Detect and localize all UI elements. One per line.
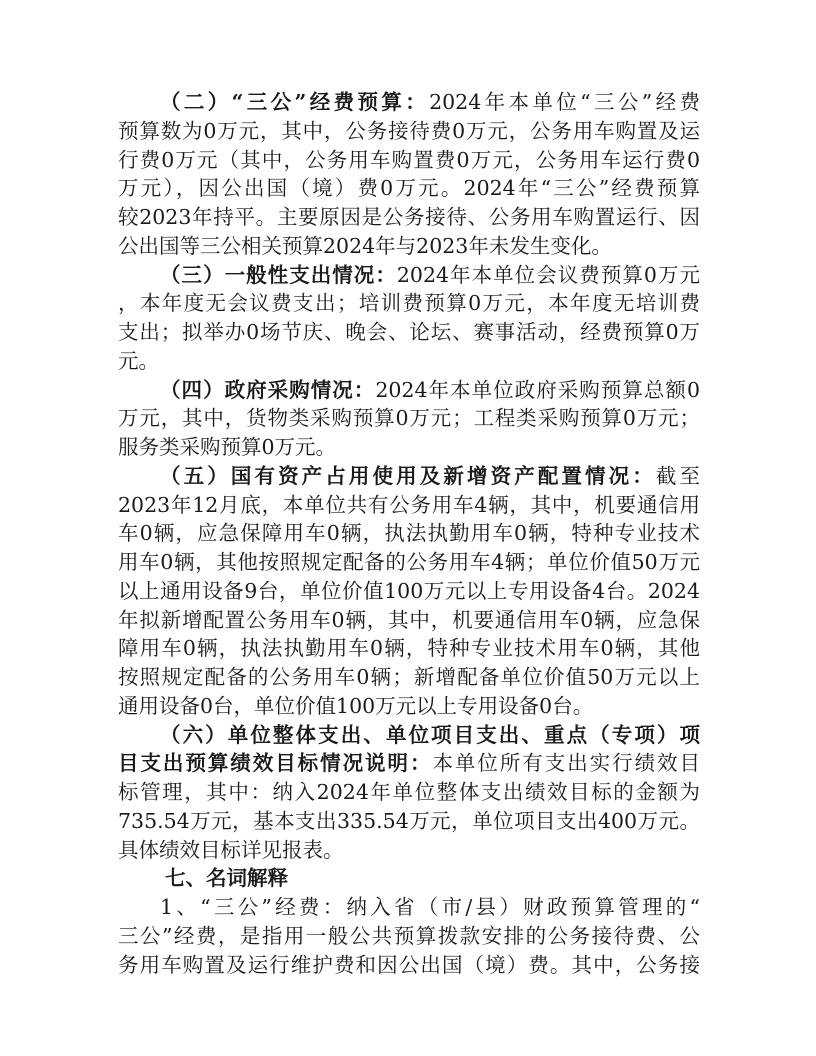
text-line	[118, 577, 700, 606]
text-line	[118, 232, 700, 261]
bold-subheading: 目支出预算绩效目标情况说明：	[118, 751, 433, 776]
body-text: 三公”经费，是指用一般公共预算拨款安排的公务接待费、公	[118, 923, 700, 948]
body-text: 2023年12月底，本单位共有公务用车4辆，其中，机要通信用	[118, 492, 700, 517]
text-line	[118, 778, 700, 807]
text-line	[118, 721, 700, 750]
text-line	[118, 261, 700, 290]
text-line	[118, 692, 700, 721]
body-text: 元。	[118, 348, 159, 373]
body-text: 2024年本单位会议费预算0万元	[396, 262, 700, 287]
text-line	[118, 203, 700, 232]
text-line	[118, 548, 700, 577]
body-text: 预算数为0万元，其中，公务接待费0万元，公务用车购置及运	[118, 118, 700, 143]
text-line	[118, 836, 700, 865]
body-text: 支出；拟举办0场节庆、晚会、论坛、赛事活动，经费预算0万	[118, 320, 700, 344]
body-text: 通用设备0台，单位价值100万元以上专用设备0台。	[118, 693, 594, 718]
body-text: 务用车购置及运行维护费和因公出国（境）费。其中，公务接	[118, 952, 700, 977]
text-line	[118, 404, 700, 433]
bold-subheading: （三）一般性支出情况：	[160, 262, 397, 287]
body-text: 年拟新增配置公务用车0辆，其中，机要通信用车0辆，应急保	[118, 607, 700, 632]
document-body	[118, 88, 700, 979]
text-line	[118, 88, 700, 117]
text-line	[118, 951, 700, 980]
body-text: 按照规定配备的公务用车0辆；新增配备单位价值50万元以上	[118, 665, 700, 689]
text-line	[118, 491, 700, 520]
body-text: 具体绩效目标详见报表。	[118, 837, 344, 862]
text-line	[118, 922, 700, 951]
section-heading	[118, 864, 700, 893]
body-text: 服务类采购预算0万元。	[118, 435, 337, 459]
bold-subheading: （六）单位整体支出、单位项目支出、重点（专项）项	[160, 722, 700, 747]
text-line	[118, 318, 700, 347]
body-text: 735.54万元，基本支出335.54万元，单位项目支出400万元。	[118, 808, 700, 833]
text-line	[118, 807, 700, 836]
text-line	[118, 462, 700, 491]
body-text: ，本年度无会议费支出；培训费预算0万元，本年度无培训费	[118, 291, 700, 316]
text-line	[118, 663, 700, 692]
body-text: 公出国等三公相关预算2024年与2023年未发生变化。	[118, 233, 612, 258]
text-line	[118, 146, 700, 175]
text-line	[118, 519, 700, 548]
body-text: 车0辆，应急保障用车0辆，执法执勤用车0辆，特种专业技术	[118, 521, 700, 546]
body-text: 万元），因公出国（境）费0万元。2024年“三公”经费预算	[118, 176, 700, 201]
text-line	[118, 376, 700, 405]
text-line	[118, 634, 700, 663]
body-text: 2024年本单位政府采购预算总额0	[375, 377, 700, 402]
text-line	[118, 893, 700, 922]
body-text: 1、“三公”经费：纳入省（市/县）财政预算管理的“	[160, 895, 700, 919]
body-text: 用车0辆，其他按照规定配备的公务用车4辆；单位价值50万元	[118, 550, 700, 574]
bold-subheading: （四）政府采购情况：	[160, 377, 376, 402]
text-line	[118, 117, 700, 146]
text-line	[118, 174, 700, 203]
body-text: 截至	[655, 463, 701, 488]
body-text: 2024年本单位“三公”经费	[429, 90, 700, 114]
body-text: 较2023年持平。主要原因是公务接待、公务用车购置运行、因	[118, 205, 700, 229]
body-text: 行费0万元（其中，公务用车购置费0万元，公务用车运行费0	[118, 147, 700, 172]
text-line	[118, 606, 700, 635]
body-text: 标管理，其中：纳入2024年单位整体支出绩效目标的金额为	[118, 780, 700, 804]
body-text: 障用车0辆，执法执勤用车0辆，特种专业技术用车0辆，其他	[118, 636, 700, 661]
text-line	[118, 749, 700, 778]
body-text: 万元，其中，货物类采购预算0万元；工程类采购预算0万元；	[118, 406, 700, 431]
body-text: 本单位所有支出实行绩效目	[432, 751, 701, 776]
text-line	[118, 433, 700, 462]
body-text: 以上通用设备9台，单位价值100万元以上专用设备4台。2024	[118, 578, 700, 603]
bold-subheading: （二）“三公”经费预算：	[160, 90, 430, 114]
text-line	[118, 347, 700, 376]
bold-subheading: （五）国有资产占用使用及新增资产配置情况：	[160, 463, 656, 488]
text-line	[118, 289, 700, 318]
bold-subheading: 七、名词解释	[165, 866, 288, 891]
